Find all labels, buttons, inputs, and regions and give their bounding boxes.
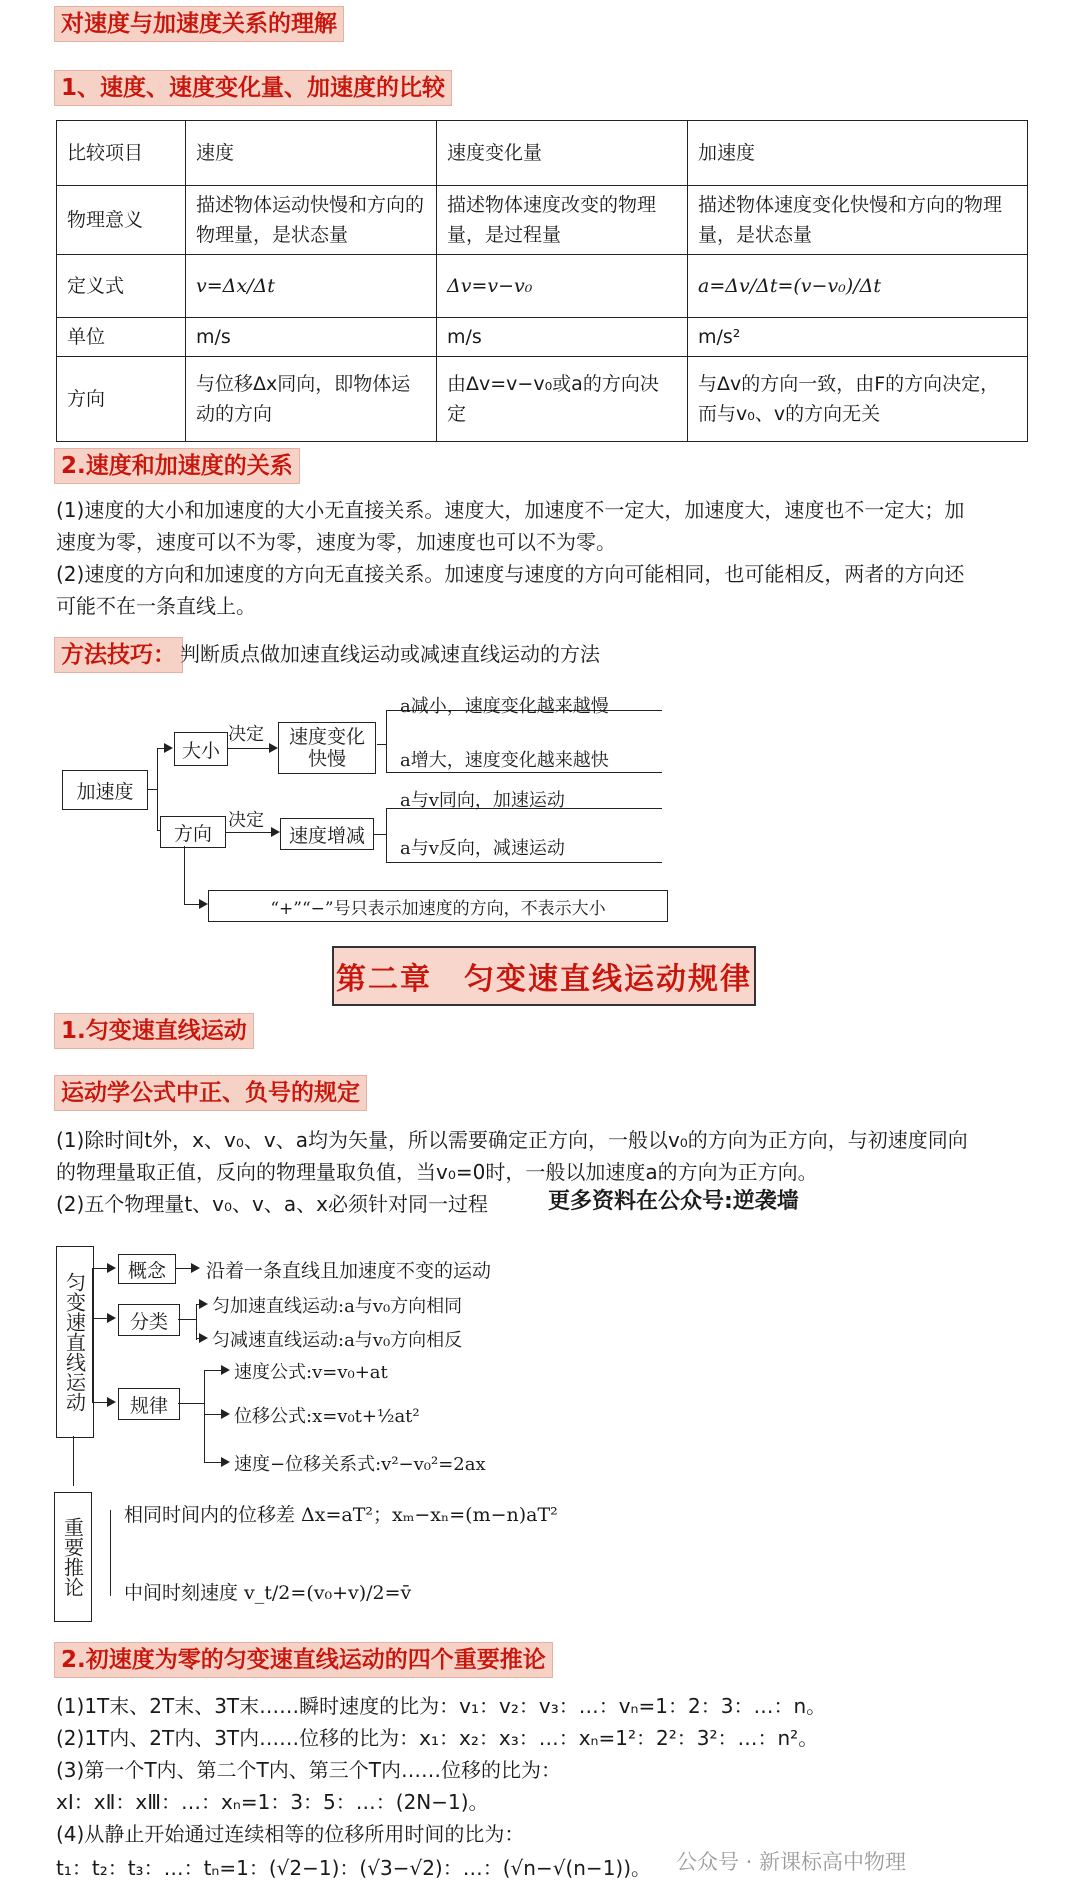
note-box: “+”“−”号只表示加速度的方向，不表示大小	[208, 890, 668, 922]
paragraph-line: (4)从静止开始通过连续相等的位移所用时间的比为：	[56, 1822, 525, 1846]
arrow	[157, 748, 171, 749]
size-box: 大小	[174, 732, 228, 766]
sign-rules-header: 运动学公式中正、负号的规定	[54, 1075, 367, 1111]
table-header-row	[57, 121, 1028, 186]
table-cell: 由Δv=v−v₀或a的方向决定	[437, 357, 688, 442]
connector	[386, 772, 662, 773]
table-cell: 比较项目	[57, 121, 186, 186]
arrow	[204, 1414, 228, 1415]
method-text: 判断质点做加速直线运动或减速直线运动的方法	[180, 642, 600, 666]
table-cell: a=Δv/Δt=(v−v₀)/Δt	[688, 255, 1028, 318]
decide-label: 决定	[228, 724, 264, 745]
branch-text: a与v同向，加速运动	[400, 790, 565, 811]
connector	[73, 1436, 74, 1486]
table-cell: m/s	[186, 318, 437, 357]
paragraph-line: (3)第一个T内、第二个T内、第三个T内……位移的比为：	[56, 1758, 561, 1782]
paragraph-line: t₁：t₂：t₃：…：tₙ=1：(√2−1)：(√3−√2)：…：(√n−√(n−1))。	[56, 1856, 652, 1880]
connector	[386, 808, 387, 862]
table-cell: 单位	[57, 318, 186, 357]
branch-text: a减小，速度变化越来越慢	[400, 696, 609, 717]
arrow	[196, 1338, 206, 1339]
section-3-header: 1.匀变速直线运动	[54, 1013, 254, 1049]
formula: 速度−位移关系式:v²−v₀²=2ax	[234, 1454, 486, 1475]
table-cell: 速度变化量	[437, 121, 688, 186]
paragraph-line: (1)1T末、2T末、3T末……瞬时速度的比为：v₁：v₂：v₃：…：vₙ=1：2：3：…：n。	[56, 1694, 827, 1718]
connector	[204, 1370, 205, 1462]
paragraph-line: 的物理量取正值，反向的物理量取负值，当v₀=0时，一般以加速度a的方向为正方向。	[56, 1160, 818, 1184]
connector	[178, 1403, 204, 1404]
section-1-header: 1、速度、速度变化量、加速度的比较	[54, 70, 452, 106]
paragraph-line: (2)速度的方向和加速度的方向无直接关系。加速度与速度的方向可能相同，也可能相反，两者的方向还	[56, 562, 965, 586]
inference-text: 中间时刻速度 v_t/2=(v₀+v)/2=v̄	[124, 1582, 412, 1604]
table-row	[57, 318, 1028, 357]
watermark: 公众号 · 新课标高中物理	[676, 1850, 907, 1874]
table-cell: m/s²	[688, 318, 1028, 357]
root-box: 加速度	[62, 770, 148, 810]
connector	[386, 862, 662, 863]
arrow	[228, 748, 276, 749]
connector	[147, 789, 157, 790]
arrow	[92, 1268, 114, 1269]
table-cell: 与Δv的方向一致，由F的方向决定，而与v₀、v的方向无关	[688, 357, 1028, 442]
paragraph-line: xⅠ：xⅡ：xⅢ：…：xₙ=1：3：5：…：(2N−1)。	[56, 1790, 489, 1814]
section-2-header: 2.速度和加速度的关系	[54, 448, 300, 484]
connector	[377, 744, 386, 745]
table-cell: 定义式	[57, 255, 186, 318]
table-cell: 加速度	[688, 121, 1028, 186]
branch-text: a增大，速度变化越来越快	[400, 750, 609, 771]
connector	[373, 834, 386, 835]
arrow	[176, 1268, 198, 1269]
classify-box: 分类	[118, 1304, 180, 1336]
table-row	[57, 357, 1028, 442]
arrow	[184, 904, 206, 905]
direction-box: 方向	[160, 816, 226, 848]
table-row	[57, 186, 1028, 255]
classify-text: 匀减速直线运动:a与v₀方向相反	[212, 1330, 463, 1351]
formula: 位移公式:x=v₀t+½at²	[234, 1406, 420, 1427]
connector	[386, 710, 387, 772]
classify-text: 匀加速直线运动:a与v₀方向相同	[212, 1296, 463, 1317]
connector	[157, 748, 158, 830]
connector	[184, 846, 185, 904]
table-cell: 物理意义	[57, 186, 186, 255]
arrow	[204, 1462, 228, 1463]
table-cell: v=Δx/Δt	[186, 255, 437, 318]
paragraph-line: 速度为零，速度可以不为零，速度为零，加速度也可以不为零。	[56, 530, 616, 554]
root-box: 匀变速直线运动	[56, 1246, 94, 1438]
speed-inc-box: 速度增减	[280, 818, 374, 850]
inference-text: 相同时间内的位移差 Δx=aT²；xₘ−xₙ=(m−n)aT²	[124, 1504, 558, 1526]
table-cell: 描述物体运动快慢和方向的物理量，是状态量	[186, 186, 437, 255]
table-cell: 描述物体速度变化快慢和方向的物理量，是状态量	[688, 186, 1028, 255]
arrow	[196, 1304, 206, 1305]
chapter-title: 第二章 匀变速直线运动规律	[332, 946, 756, 1006]
law-box: 规律	[118, 1388, 180, 1420]
table-cell: Δv=v−v₀	[437, 255, 688, 318]
paragraph-line: 可能不在一条直线上。	[56, 594, 256, 618]
arrow	[92, 1402, 114, 1403]
comparison-table	[56, 120, 1028, 442]
paragraph-line: (2)1T内、2T内、3T内……位移的比为：x₁：x₂：x₃：…：xₙ=1²：2²：3²：…：n²。	[56, 1726, 819, 1750]
arrow	[226, 832, 278, 833]
connector	[196, 1304, 197, 1340]
speed-change-box: 速度变化快慢	[278, 722, 376, 774]
page-title: 对速度与加速度关系的理解	[54, 6, 344, 42]
method-label: 方法技巧：	[54, 637, 183, 673]
connector	[110, 1510, 111, 1596]
table-cell: 速度	[186, 121, 437, 186]
arrow	[92, 1318, 114, 1319]
section-4-header: 2.初速度为零的匀变速直线运动的四个重要推论	[54, 1642, 553, 1678]
table-cell: 与位移Δx同向，即物体运动的方向	[186, 357, 437, 442]
formula: 速度公式:v=v₀+at	[234, 1362, 388, 1383]
decide-label: 决定	[228, 810, 264, 831]
table-cell: 描述物体速度改变的物理量，是过程量	[437, 186, 688, 255]
paragraph-line: (1)速度的大小和加速度的大小无直接关系。速度大，加速度不一定大，加速度大，速度也不一定大；加	[56, 498, 965, 522]
paragraph-line: (2)五个物理量t、v₀、v、a、x必须针对同一过程	[56, 1192, 488, 1216]
table-cell: m/s	[437, 318, 688, 357]
promo-text: 更多资料在公众号:逆袭墙	[548, 1189, 799, 1214]
arrow	[204, 1370, 228, 1371]
inference-box: 重要推论	[54, 1492, 92, 1622]
branch-text: a与v反向，减速运动	[400, 838, 565, 859]
table-cell: 方向	[57, 357, 186, 442]
concept-box: 概念	[118, 1254, 176, 1284]
table-row	[57, 255, 1028, 318]
connector	[92, 1268, 93, 1402]
connector	[178, 1319, 196, 1320]
concept-text: 沿着一条直线且加速度不变的运动	[206, 1260, 492, 1282]
paragraph-line: (1)除时间t外，x、v₀、v、a均为矢量，所以需要确定正方向，一般以v₀的方向为正方向，与初速度同向	[56, 1128, 968, 1152]
